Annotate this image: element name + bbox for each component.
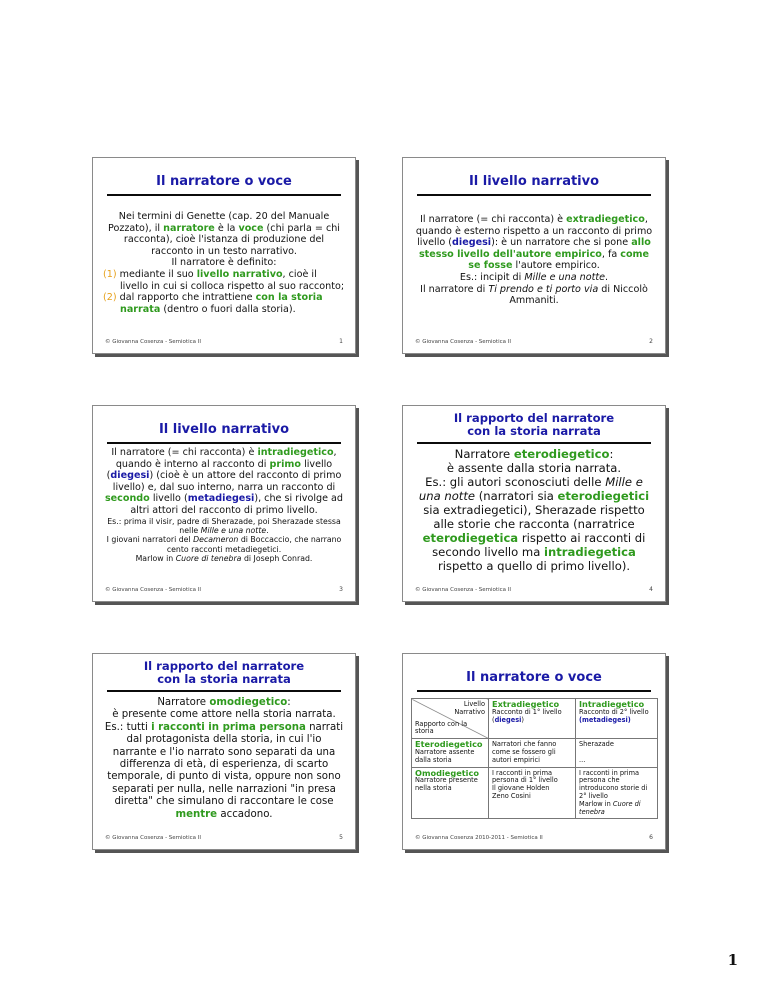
slide-number: 3 [339,586,343,593]
slide-4 [402,405,666,602]
page-number: 1 [727,951,738,969]
title-underline [417,194,651,196]
slide-body: Il narratore (= chi racconta) è intradiegetico, quando è interno al racconto di primo livello (diegesi) (cioè è un attore del racconto di primo livello) e, dal suo interno, narra un racconto di secondo livello (metadiegesi), che si rivolge ad altri attori del racconto di primo livello. Es.: prima il visir, padre di Sherazade, poi Sherazade stessa nelle Mille e una notte. I giovani narratori del Decameron di Boccaccio, che narrano cento racconti metadiegetici. Marlow in Cuore di tenebra di Joseph Conrad. [104,447,344,564]
table-header-intra: Intradiegetico Racconto di 2° livello (metadiegesi) [576,699,658,739]
table-row: Eterodiegetico Narratore assente dalla storia Narratori che fanno come se fossero gli autori empirici Sherazade ... [412,739,658,767]
slide-footer: © Giovanna Cosenza - Semiotica II [105,587,201,593]
title-underline [417,690,651,692]
slide-2 [402,157,666,354]
slide-body: Il narratore (= chi racconta) è extradiegetico, quando è esterno rispetto a un racconto di primo livello (diegesi): è un narratore che si pone allo stesso livello dell'autore empirico, fa come se fosse l'autore empirico. Es.: incipit di Mille e una notte. Il narratore di Ti prendo e ti porto via di Niccolò Ammaniti. [415,214,653,307]
slide-number: 6 [649,834,653,841]
table-corner: Livello Narrativo Rapporto con la storia [412,699,489,739]
slide-body: Narratore omodiegetico: è presente come attore nella storia narrata. Es.: tutti i racconti in prima persona narrati dal protagonista della storia, in cui l'io narrante e l'io narrato sono separati da una differenza di età, di esperienza, di scarto temporale, di punto di vista, oppure non sono separati per nulla, nelle narrazioni "in presa diretta" che simulano di raccontare le cose mentre accadono. [104,697,344,820]
table-row: Omodiegetico Narratore presente nella storia I racconti in prima persona di 1° livello Il giovane Holden Zeno Cosini I racconti in prima persona che introducono storie di 2° livello Marlow in Cuore di tenebra [412,767,658,819]
slide-number: 1 [339,338,343,345]
table-header-extra: Extradiegetico Racconto di 1° livello (diegesi) [489,699,576,739]
slide-footer: © Giovanna Cosenza - Semiotica II [105,835,201,841]
title-underline [107,194,341,196]
slide-number: 4 [649,586,653,593]
slide-title-line-2: con la storia narrata [467,424,601,438]
slide-number: 5 [339,834,343,841]
slide-title: Il livello narrativo [158,422,290,437]
slide-body: Nei termini di Genette (cap. 20 del Manuale Pozzato), il narratore è la voce (chi parla = chi racconta), cioè l'istanza di produzione del racconto in un testo narrativo. Il narratore è definito: (1) mediante il suo livello narrativo, cioè il livello in cui si colloca rispetto al suo racconto; (2) dal rapporto che intrattiene con la storia narrata (dentro o fuori dalla storia). [103,211,345,315]
slide-footer: © Giovanna Cosenza 2010-2011 - Semiotica II [415,835,543,841]
slide-title-line-2: con la storia narrata [157,672,291,686]
slide-footer: © Giovanna Cosenza - Semiotica II [415,339,511,345]
slide-body: Narratore eterodiegetico: è assente dalla storia narrata. Es.: gli autori sconosciuti delle Mille e una notte (narratori sia eterodiegetici sia extradiegetici), Sherazade rispetto alle storie che racconta (narratrice eterodiegetica rispetto ai racconti di secondo livello ma intradiegetica rispetto a quello di primo livello). [418,447,650,573]
slide-title-line-1: Il rapporto del narratore [143,659,305,673]
title-underline [107,690,341,692]
slide-title: Il narratore o voce [156,174,292,189]
slide-title-line-1: Il rapporto del narratore [453,411,615,425]
slide-1 [92,157,356,354]
title-underline [417,442,651,444]
narrator-table [411,698,658,819]
slide-5 [92,653,356,850]
slide-title: Il livello narrativo [468,174,600,189]
slide-number: 2 [649,338,653,345]
title-underline [107,442,341,444]
slide-footer: © Giovanna Cosenza - Semiotica II [105,339,201,345]
slide-3 [92,405,356,602]
table-row [412,699,658,739]
slide-6 [402,653,666,850]
slide-title: Il narratore o voce [466,670,602,685]
slide-footer: © Giovanna Cosenza - Semiotica II [415,587,511,593]
